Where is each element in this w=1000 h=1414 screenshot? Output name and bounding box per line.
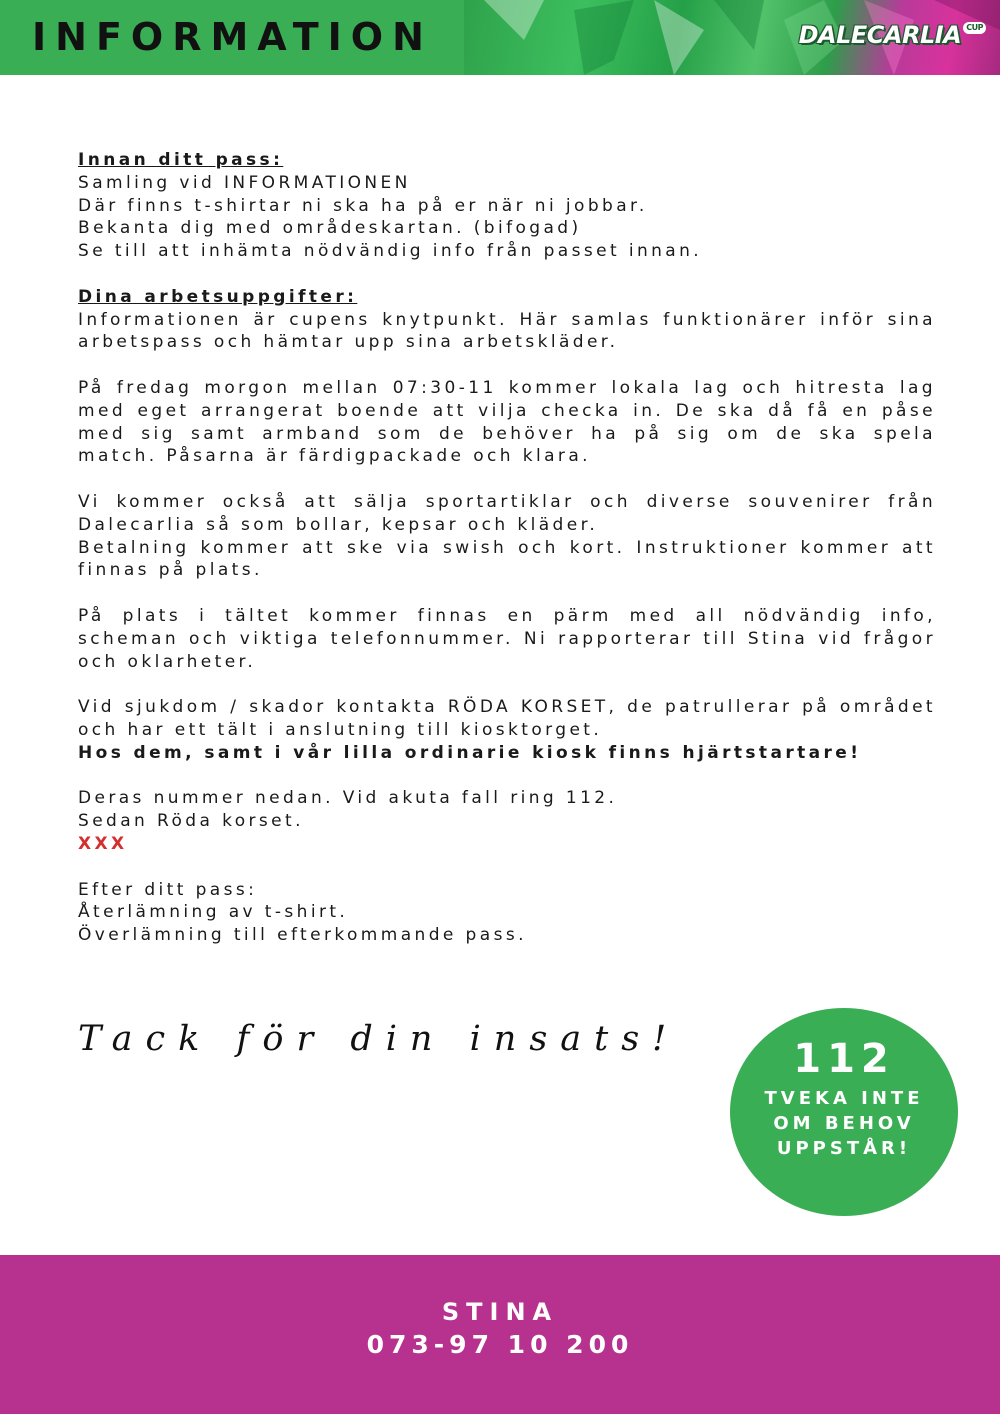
contact-name: STINA [441, 1298, 559, 1326]
contact-phone: 073-97 10 200 [366, 1330, 634, 1359]
logo-cup-badge: CUP [963, 22, 986, 34]
emergency-badge [730, 1008, 958, 1216]
after-line: Återlämning av t-shirt. [78, 902, 349, 923]
tasks-paragraph: Informationen är cupens knytpunkt. Här samlas funktionärer inför sina arbetspass och hämtar upp sina arbetskläder. [78, 309, 936, 353]
main-content [78, 149, 936, 947]
header-decorative-image [464, 0, 1000, 75]
thanks-message: Tack för din insats! [78, 1019, 680, 1059]
contact-footer [0, 1255, 1000, 1414]
tasks-heading: Dina arbetsuppgifter: [78, 286, 358, 307]
checkin-paragraph: På fredag morgon mellan 07:30-11 kommer lokala lag och hitresta lag med eget arrangerat boende att vilja checka in. De ska då få en påse med sig samt armband som de behöver ha på sig om de ska spela match. Påsarna är färdigpackade och klara. [78, 377, 936, 467]
after-line: Överlämning till efterkommande pass. [78, 925, 527, 946]
red-cross-line: Sedan Röda korset. [78, 811, 304, 832]
dalecarlia-cup-logo [799, 20, 986, 50]
emergency-text-line: UPPSTÅR! [776, 1138, 912, 1159]
page-title: INFORMATION [32, 15, 433, 59]
before-line: Där finns t-shirtar ni ska ha på er när ni jobbar. [78, 195, 648, 216]
emergency-line: Deras nummer nedan. Vid akuta fall ring 112. [78, 788, 618, 809]
defibrillator-note: Hos dem, samt i vår lilla ordinarie kiosk finns hjärtstartare! [78, 742, 862, 763]
binder-paragraph: På plats i tältet kommer finnas en pärm med all nödvändig info, scheman och viktiga telefonnummer. Ni rapporterar till Stina vid frågor och oklarheter. [78, 605, 936, 672]
before-shift-heading: Innan ditt pass: [78, 150, 284, 170]
logo-text: DALECARLIA [798, 21, 962, 49]
emergency-number: 112 [793, 1036, 895, 1082]
emergency-text-line: OM BEHOV [773, 1113, 915, 1134]
red-cross-number-placeholder: XXX [78, 833, 128, 854]
first-aid-paragraph: Vid sjukdom / skador kontakta RÖDA KORSET, de patrullerar på området och har ett tält i anslutning till kiosktorget. [78, 697, 936, 740]
emergency-text-line: TVEKA INTE [764, 1088, 924, 1109]
before-line: Samling vid INFORMATIONEN [78, 172, 411, 193]
header-banner [0, 0, 1000, 75]
before-line: Se till att inhämta nödvändig info från passet innan. [78, 241, 703, 262]
after-shift-heading: Efter ditt pass: [78, 879, 258, 900]
payment-paragraph: Betalning kommer att ske via swish och kort. Instruktioner kommer att finnas på plats. [78, 537, 936, 581]
merch-paragraph: Vi kommer också att sälja sportartiklar och diverse souvenirer från Dalecarlia så som bollar, kepsar och kläder. [78, 491, 936, 535]
before-line: Bekanta dig med områdeskartan. (bifogad) [78, 218, 582, 239]
emergency-text [740, 1086, 948, 1161]
